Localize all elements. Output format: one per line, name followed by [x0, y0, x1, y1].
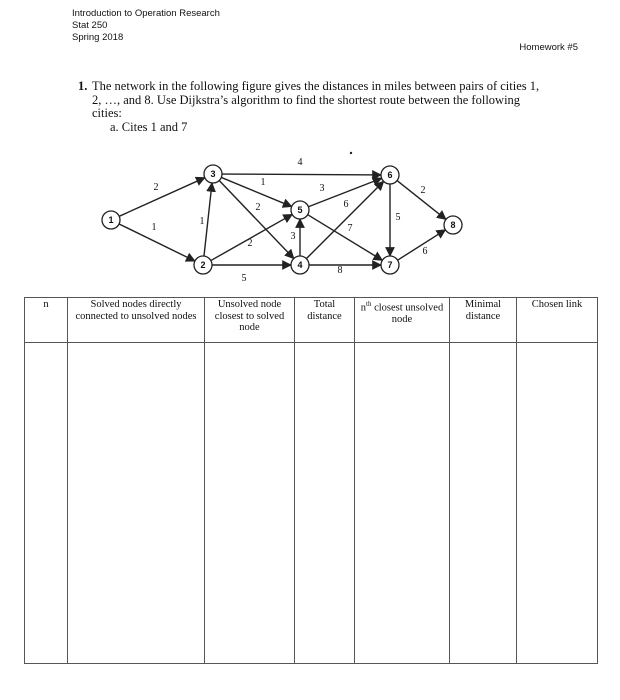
edge-5-7	[308, 215, 383, 261]
col-header-n: n	[25, 298, 68, 343]
col-header-total-distance: Total distance	[295, 298, 355, 343]
table-header-row	[25, 298, 598, 343]
edge-weight-7-8: 6	[422, 246, 428, 257]
edge-weight-6-7: 5	[395, 212, 401, 223]
node-label-2: 2	[200, 260, 206, 271]
edge-weight-3-4: 2	[255, 202, 261, 213]
col-header-nth-closest: $n^{th}$ closest unsolved node	[355, 298, 450, 343]
question-part-a: a. Cites 1 and 7	[110, 119, 188, 134]
node-label-5: 5	[297, 205, 303, 216]
node-label-8: 8	[450, 220, 456, 231]
edge-weight-5-7: 6	[343, 199, 349, 210]
edge-weight-6-8: 2	[420, 185, 426, 196]
table-cell[interactable]	[25, 343, 68, 664]
table-cell[interactable]	[450, 343, 517, 664]
edge-weight-4-6: 7	[347, 223, 353, 234]
network-diagram	[0, 0, 620, 300]
col-header-solved-nodes: Solved nodes directly connected to unsolved nodes	[68, 298, 205, 343]
table-cell[interactable]	[517, 343, 598, 664]
node-label-7: 7	[387, 260, 393, 271]
edge-7-8	[398, 230, 446, 260]
question-number: 1.	[78, 79, 88, 93]
edge-weight-1-2: 1	[151, 222, 157, 233]
edge-weight-2-3: 1	[199, 216, 205, 227]
stray-dot	[350, 152, 352, 154]
table-cell[interactable]	[295, 343, 355, 664]
table-cell[interactable]	[355, 343, 450, 664]
edge-weight-3-6: 4	[297, 157, 303, 168]
col-header-unsolved-node: Unsolved node closest to solved node	[205, 298, 295, 343]
edge-weight-2-4: 5	[241, 273, 247, 284]
edge-weight-1-3: 2	[153, 182, 159, 193]
assignment-label: Homework #5	[519, 42, 578, 53]
edge-weight-4-7: 8	[337, 265, 343, 276]
node-label-6: 6	[387, 170, 393, 181]
edge-1-3	[119, 178, 205, 217]
table-cell[interactable]	[68, 343, 205, 664]
dijkstra-table	[24, 297, 598, 664]
edge-3-6	[222, 174, 381, 175]
edge-2-3	[204, 183, 212, 256]
node-label-1: 1	[108, 215, 114, 226]
table-cell[interactable]	[205, 343, 295, 664]
course-term: Spring 2018	[72, 32, 124, 43]
node-label-4: 4	[297, 260, 303, 271]
edge-weight-4-5: 3	[290, 231, 296, 242]
col-header-minimal-distance: Minimal distance	[450, 298, 517, 343]
node-label-3: 3	[210, 169, 216, 180]
course-title: Introduction to Operation Research	[72, 8, 220, 19]
edge-weight-5-6: 3	[319, 183, 325, 194]
edge-weight-3-5: 1	[260, 177, 266, 188]
table-body-row	[25, 343, 598, 664]
edge-1-2	[119, 224, 195, 261]
edge-weight-2-5: 2	[247, 238, 253, 249]
col-header-chosen-link: Chosen link	[517, 298, 598, 343]
course-code: Stat 250	[72, 20, 108, 31]
question-text: The network in the following figure gives the distances in miles between pairs of cities 1, 2, …, and 8. Use Dijkstra’s algorithm to find the shortest route between the following cities:	[92, 79, 540, 120]
